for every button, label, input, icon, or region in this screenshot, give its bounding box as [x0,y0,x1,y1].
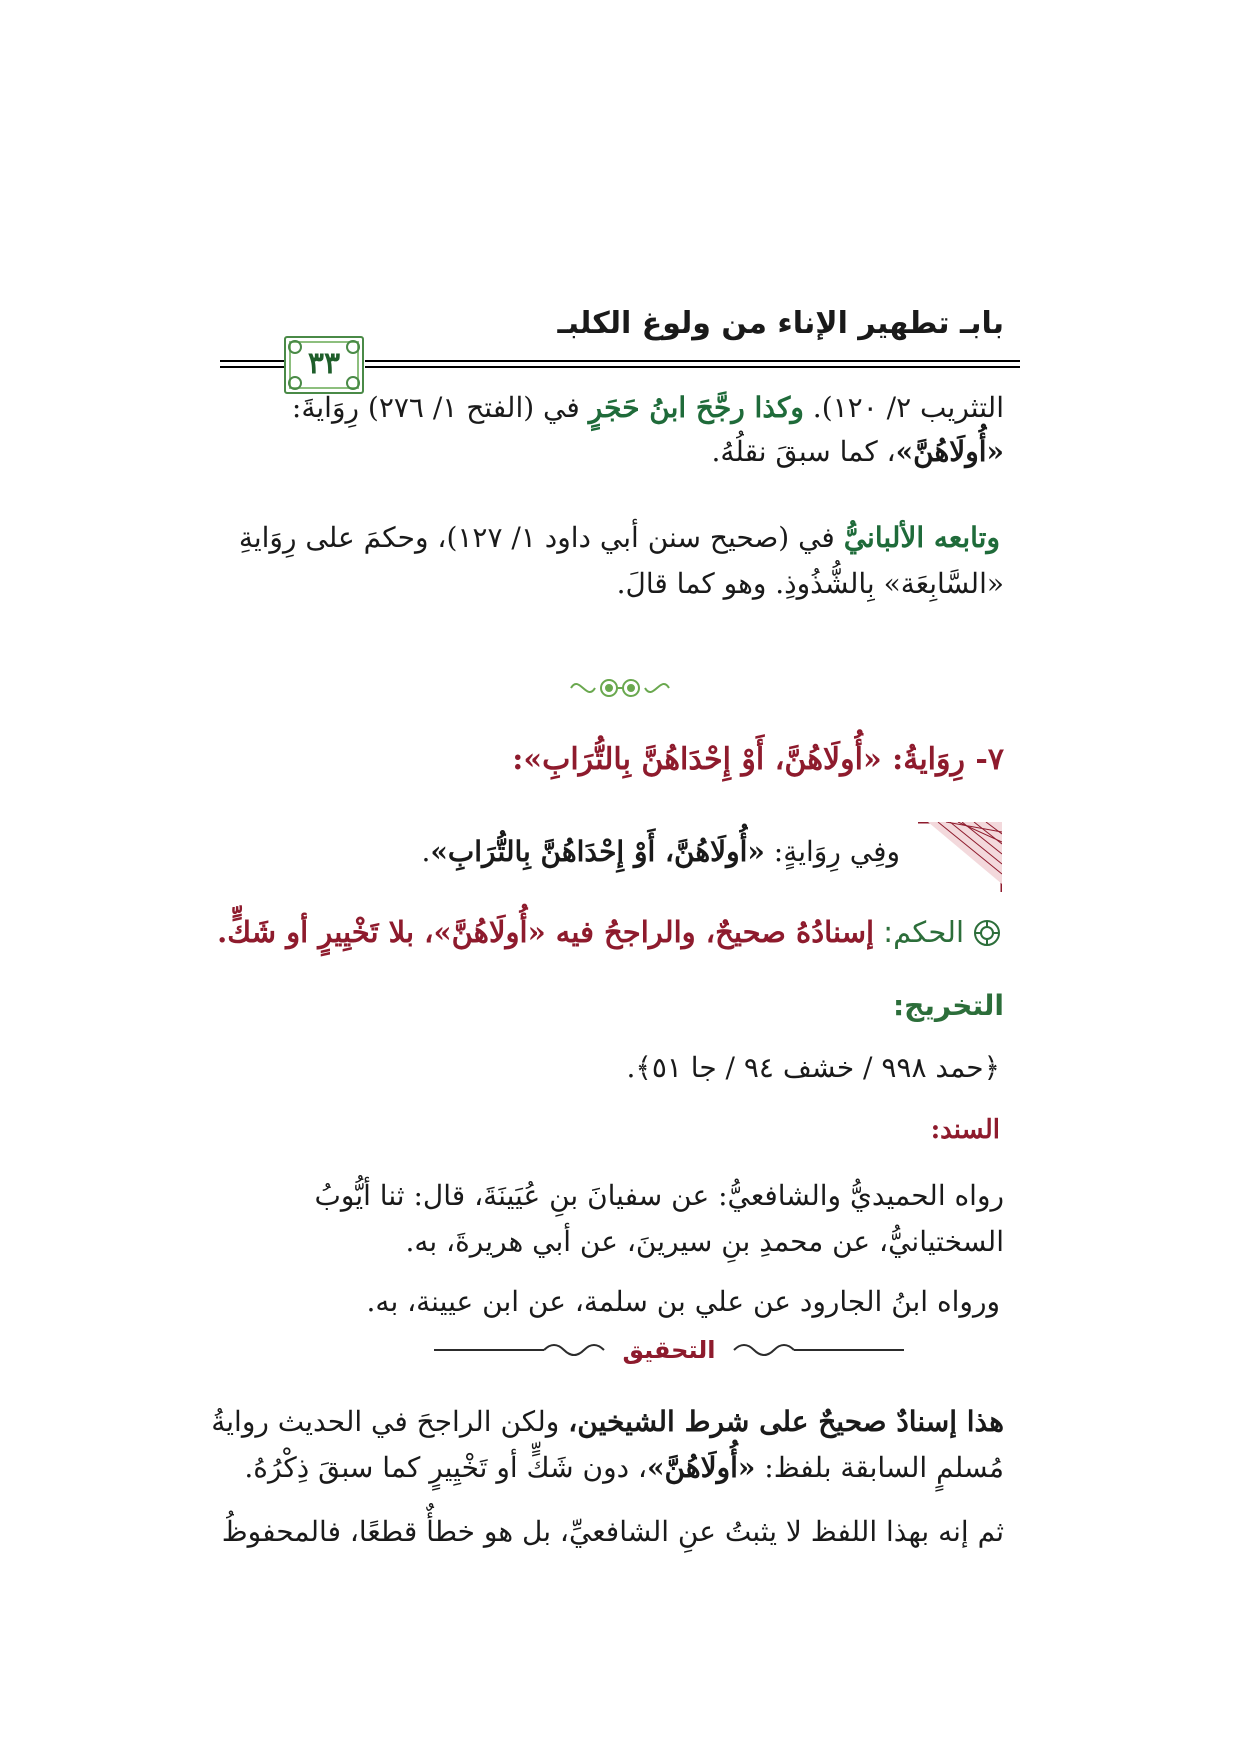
corner-ornament-icon [918,822,1002,892]
text-run: مُسلمٍ السابقة بلفظ: [764,1451,1004,1484]
text-run: في (الفتح ١/ ٢٧٦) رِوَايةَ: [291,391,580,424]
sanad-line: السختيانيُّ، عن محمدِ بنِ سيرينَ، عن أبي هريرةَ، به. [405,1225,1004,1258]
paragraph-line: «السَّابِعَة» بِالشُّذُوذِ. وهو كما قالَ. [616,567,1004,600]
text-run: وفِي رِوَايةٍ: [773,835,900,868]
ruling-label: الحكم: [883,915,964,949]
takhrij-refs: ﴿حمد ٩٩٨ / خشف ٩٤ / جا ٥١﴾. [626,1051,1000,1084]
tahqiq-heading: التحقيق [622,1336,716,1364]
section-title: ٧- رِوَايةُ: «أُولَاهُنَّ، أَوْ إِحْدَاهُنَّ بِالتُّرَابِ»: [512,742,1004,777]
tahqiq-divider [434,1330,904,1370]
ruling-text: إسنادُهُ صحيحٌ، والراجحُ فيه «أُولَاهُنَّ»، بلا تَخْيِيرٍ أو شَكٍّ. [217,915,875,949]
section-heading [512,740,1004,780]
tahqiq-line: ثم إنه بهذا اللفظ لا يثبتُ عنِ الشافعيِّ، بل هو خطأٌ قطعًا، فالمحفوظُ [221,1515,1004,1548]
page-number-badge [284,336,364,394]
takhrij-heading: التخريج: [892,989,1004,1022]
sanad-line: رواه الحميديُّ والشافعيُّ: عن سفيانَ بنِ عُيَينَةَ، قال: ثنا أيُّوبُ [314,1179,1004,1212]
seal-icon [972,918,1002,948]
paragraph-line [292,388,1004,428]
text-run: ، دون شَكٍّ أو تَخْيِيرٍ كما سبقَ ذِكْرُهُ. [244,1451,648,1484]
text-run: ، كما سبقَ نقلُهُ. [711,435,896,468]
ruling-line [217,912,1002,952]
running-title: بابـ تطهير الإناء من ولوغ الكلبـ [557,306,1004,341]
hadith-quote: «أُولَاهُنَّ» [895,435,1004,468]
tahqiq-line [244,1448,1004,1488]
flower-ornament-icon [565,668,675,708]
paragraph-line [239,518,1000,558]
text-run: . [421,835,431,868]
page-number: ٣٣ [307,346,341,381]
tahqiq-line [211,1402,1004,1442]
text-run: التثريب ٢/ ١٢٠). [812,391,1004,424]
sanad-heading: السند: [930,1115,1000,1145]
hadith-quote: «أُولَاهُنَّ» [647,1451,756,1484]
header-rule [365,360,1020,362]
scholar-name: وكذا رجَّحَ ابنُ حَجَرٍ [588,391,804,424]
paragraph-line [711,432,1004,472]
sanad-line: ورواه ابنُ الجارود عن علي بن سلمة، عن ابن عيينة، به. [366,1285,1000,1318]
text-run: ولكن الراجحَ في الحديث روايةُ [211,1405,560,1438]
text-run-bold: هذا إسنادٌ صحيحٌ على شرط الشيخين، [568,1405,1004,1438]
narration-line [422,832,901,872]
scholar-name: وتابعه الألبانيُّ [843,521,1000,554]
hadith-quote: «أُولَاهُنَّ، أَوْ إِحْدَاهُنَّ بِالتُّرَابِ» [430,835,765,868]
text-run: في (صحيح سنن أبي داود ١/ ١٢٧)، وحكمَ على رِوَايةِ [238,521,835,554]
header-rule [365,366,1020,368]
